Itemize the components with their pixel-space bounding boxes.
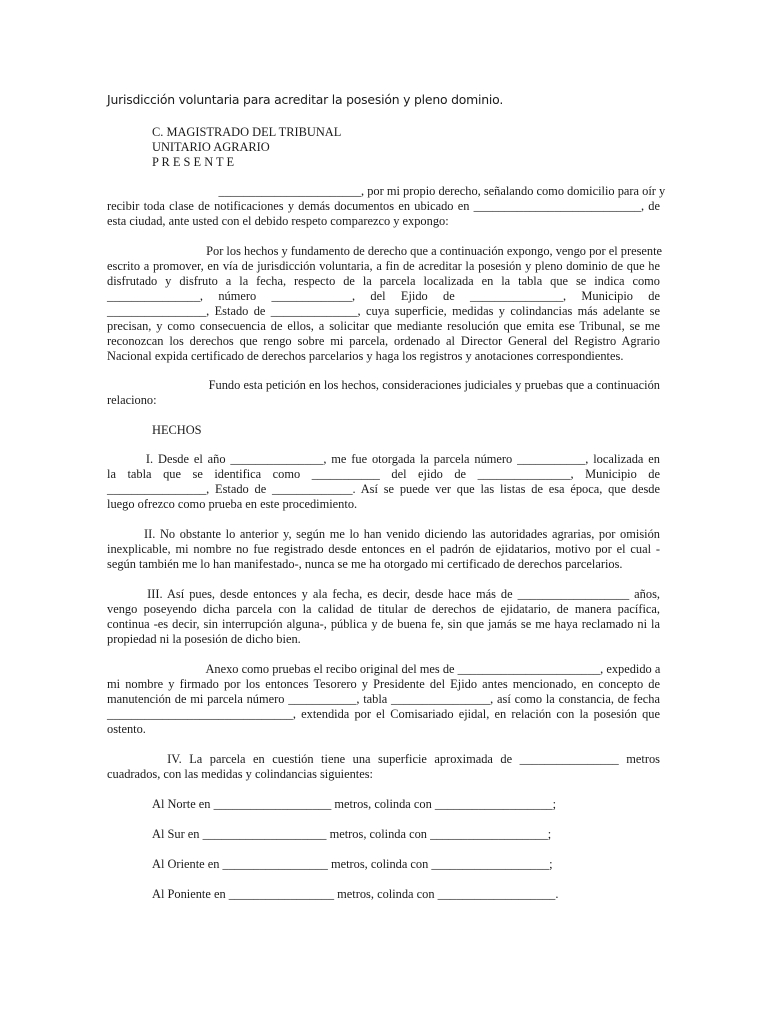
paragraph-line: Por los hechos y fundamento de derecho que a continuación expongo, vengo por el presente	[107, 244, 663, 258]
paragraph-line: continua -es decir, sin interrupción alguna-, pública y de buena fe, sin que jamás se me haya reclamado ni la	[107, 617, 660, 631]
paragraph-line: manutención de mi parcela número ___________, tabla ________________, así como la constancia, de fecha	[107, 692, 660, 706]
addressee-line: C. MAGISTRADO DEL TRIBUNAL	[152, 125, 342, 139]
paragraph-line: Anexo como pruebas el recibo original del mes de _______________________, expedido a	[107, 662, 661, 676]
paragraph-line: IV. La parcela en cuestión tiene una superficie aproximada de ________________ metros	[107, 752, 660, 766]
paragraph-line: escrito a promover, en vía de jurisdicción voluntaria, a fin de acreditar la posesión y pleno dominio de que he	[107, 259, 660, 273]
paragraph-line: _______________, número _____________, del Ejido de _______________, Municipio de	[107, 289, 660, 303]
paragraph-line: I. Desde el año _______________, me fue otorgada la parcela número ___________, localizada en	[107, 452, 660, 466]
addressee-line: UNITARIO AGRARIO	[152, 140, 270, 154]
hecho-1-paragraph	[107, 452, 660, 512]
paragraph-line: relaciono:	[107, 393, 157, 407]
paragraph-line: ______________________________, extendida por el Comisariado ejidal, en relación con la posesión que	[107, 707, 660, 721]
document-title: Jurisdicción voluntaria para acreditar la posesión y pleno dominio.	[107, 92, 504, 107]
paragraph-line: inexplicable, mi nombre no fue registrado desde entonces en el padrón de ejidatarios, motivo por el cual -	[107, 542, 660, 556]
paragraph-line: mi nombre y firmado por los entonces Tesorero y Presidente del Ejido antes mencionado, en concepto de	[107, 677, 660, 691]
paragraph-line: ________________, Estado de ______________, cuya superficie, medidas y colindancias más adelante se	[107, 304, 660, 318]
hecho-4-paragraph	[107, 752, 660, 782]
hechos-heading: HECHOS	[152, 423, 202, 437]
paragraph-line: disfrutado y disfruto a la fecha, respecto de la parcela localizada en la tabla que se indica como	[107, 274, 660, 288]
hecho-2-paragraph	[107, 527, 660, 572]
colindancia-poniente: Al Poniente en _________________ metros, colinda con ___________________.	[152, 887, 559, 901]
paragraph-line: III. Así pues, desde entonces y ala fecha, es decir, desde hace más de __________________ años,	[107, 587, 660, 601]
paragraph-line: reconozcan los derechos que rengo sobre mi parcela, ordenado al Director General del Registro Agrario	[107, 334, 660, 348]
hecho-3-paragraph	[107, 587, 660, 647]
paragraph-line: Fundo esta petición en los hechos, consideraciones judiciales y pruebas que a continuación	[107, 378, 660, 392]
fundamento-paragraph	[107, 378, 660, 408]
paragraph-line: según también me lo han manifestado-, nunca se me ha otorgado mi certificado de derechos parcelarios.	[107, 557, 623, 571]
paragraph-line: ostento.	[107, 722, 146, 736]
paragraph-line: recibir toda clase de notificaciones y demás documentos en ubicado en ___________________________, de	[107, 199, 660, 213]
petition-paragraph	[107, 244, 663, 364]
paragraph-line: la tabla que se identifica como ___________ del ejido de _______________, Municipio de	[107, 467, 660, 481]
paragraph-line: propiedad ni la posesión de dicho bien.	[107, 632, 301, 646]
paragraph-line: precisan, y como consecuencia de ellos, a solicitar que mediante resolución que emita ese Tribunal, se me	[107, 319, 660, 333]
addressee-line: P R E S E N T E	[152, 155, 235, 169]
paragraph-line: luego ofrezco como prueba en este procedimiento.	[107, 497, 358, 511]
paragraph-line: vengo poseyendo dicha parcela con la calidad de titular de derechos de ejidatario, de manera pacífica,	[107, 602, 660, 616]
paragraph-line: cuadrados, con las medidas y colindancias siguientes:	[107, 767, 373, 781]
colindancia-norte: Al Norte en ___________________ metros, colinda con ___________________;	[152, 797, 557, 811]
paragraph-line: esta ciudad, ante usted con el debido respeto comparezco y expongo:	[107, 214, 449, 228]
anexo-paragraph	[107, 662, 660, 737]
intro-paragraph	[107, 184, 666, 229]
addressee-block	[152, 125, 341, 170]
colindancia-sur: Al Sur en ____________________ metros, colinda con ___________________;	[152, 827, 552, 841]
paragraph-line: _______________________, por mi propio derecho, señalando como domicilio para oír y	[107, 184, 666, 198]
paragraph-line: ________________, Estado de _____________. Así se puede ver que las listas de esa época, que desde	[107, 482, 660, 496]
paragraph-line: Nacional expida certificado de derechos parcelarios y haga los registros y anotaciones correspondientes.	[107, 349, 624, 363]
paragraph-line: II. No obstante lo anterior y, según me lo han venido diciendo las autoridades agrarias, por omisión	[107, 527, 660, 541]
colindancia-oriente: Al Oriente en _________________ metros, colinda con ___________________;	[152, 857, 553, 871]
